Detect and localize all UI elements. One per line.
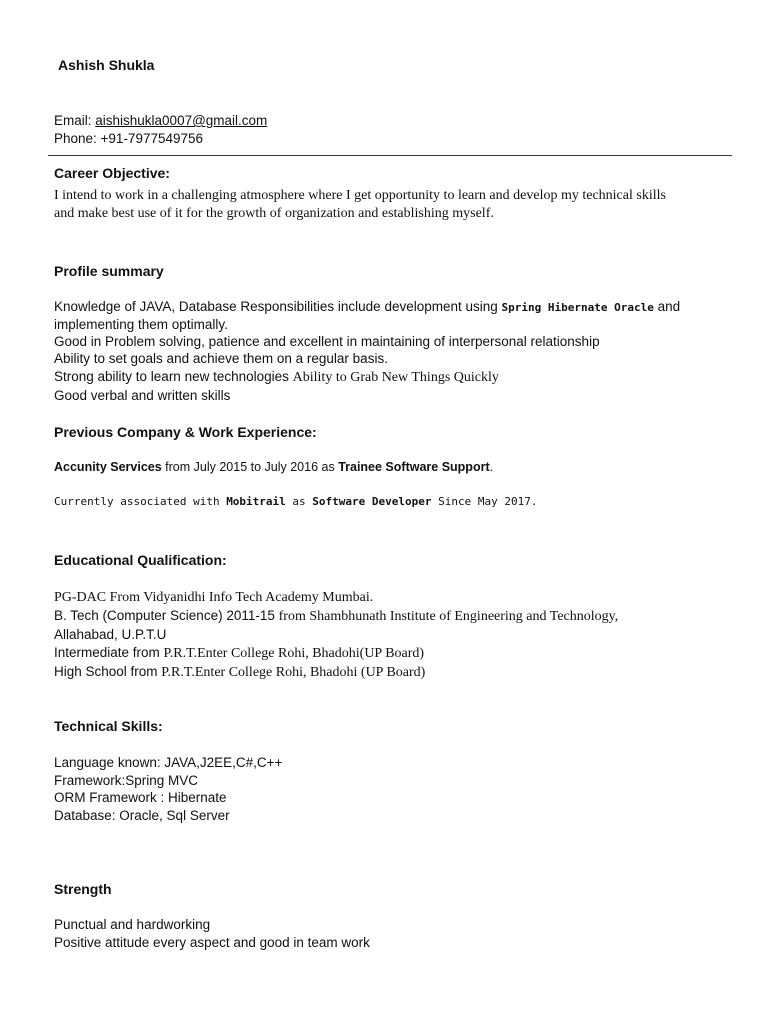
career-objective-line-1: I intend to work in a challenging atmosphere where I get opportunity to learn and develop my technical skills: [54, 188, 666, 203]
education-line-5: [54, 664, 425, 681]
job-1-period: from July 2015 to July 2016 as: [161, 460, 339, 474]
education-heading: Educational Qualification:: [54, 552, 227, 568]
profile-summary-heading: Profile summary: [54, 263, 164, 279]
education-line-5-school: P.R.T.Enter College Rohi, Bhadohi (UP Board): [161, 665, 426, 680]
education-line-4-level: Intermediate from: [54, 645, 164, 660]
education-line-4-school: P.R.T.Enter College Rohi, Bhadohi(UP Board): [163, 646, 425, 661]
job-1-company: Accunity Services: [54, 460, 162, 474]
education-line-2: [54, 608, 618, 625]
education-line-5-level: High School from: [54, 664, 162, 679]
job-2-company: Mobitrail: [226, 495, 286, 508]
career-objective-heading: Career Objective:: [54, 165, 170, 181]
job-2-since: Since May 2017.: [431, 495, 538, 508]
profile-line-1-end: and: [653, 299, 681, 314]
strength-heading: Strength: [54, 881, 112, 897]
job-1-end: .: [489, 460, 494, 474]
email-link[interactable]: aishishukla0007@gmail.com: [95, 113, 268, 128]
strength-line-1: Punctual and hardworking: [54, 917, 211, 932]
candidate-name: Ashish Shukla: [58, 57, 155, 73]
profile-line-2: implementing them optimally.: [54, 317, 228, 332]
skills-line-3: ORM Framework : Hibernate: [54, 790, 227, 805]
strength-line-2: Positive attitude every aspect and good in team work: [54, 935, 370, 950]
profile-line-3: Good in Problem solving, patience and excellent in maintaining of interpersonal relationship: [54, 334, 600, 349]
email-line: [54, 113, 267, 128]
experience-job-1: [54, 460, 493, 474]
profile-line-5-serif: Ability to Grab New Things Quickly: [292, 370, 499, 385]
career-objective-line-2: and make best use of it for the growth of organization and establishing myself.: [54, 206, 494, 221]
email-label: Email:: [54, 113, 96, 128]
profile-line-4: Ability to set goals and achieve them on a regular basis.: [54, 351, 388, 366]
job-1-role: Trainee Software Support: [338, 460, 490, 474]
experience-job-2: [54, 495, 537, 508]
experience-heading: Previous Company & Work Experience:: [54, 424, 317, 440]
education-line-4: [54, 645, 424, 662]
profile-line-6: Good verbal and written skills: [54, 388, 231, 403]
education-line-3: Allahabad, U.P.T.U: [54, 627, 167, 642]
job-2-text: Currently associated with: [54, 495, 227, 508]
job-2-as: as: [285, 495, 313, 508]
skills-line-2: Framework:Spring MVC: [54, 773, 199, 788]
profile-tech-stack: Spring Hibernate Oracle: [501, 301, 654, 314]
profile-line-5-text: Strong ability to learn new technologies: [54, 369, 293, 384]
education-line-2-degree: B. Tech (Computer Science) 2011-15: [54, 608, 279, 623]
technical-skills-heading: Technical Skills:: [54, 718, 163, 734]
job-2-role: Software Developer: [312, 495, 432, 508]
skills-line-1: Language known: JAVA,J2EE,C#,C++: [54, 755, 283, 770]
profile-line-5: [54, 369, 499, 386]
phone-line: Phone: +91-7977549756: [54, 131, 204, 146]
education-line-2-institute: from Shambhunath Institute of Engineering and Technology,: [278, 609, 619, 624]
profile-line-1: [54, 299, 680, 314]
profile-line-1-text: Knowledge of JAVA, Database Responsibilities include development using: [54, 299, 502, 314]
education-line-1: PG-DAC From Vidyanidhi Info Tech Academy Mumbai.: [54, 590, 374, 605]
header-divider: [48, 155, 732, 156]
skills-line-4: Database: Oracle, Sql Server: [54, 808, 230, 823]
